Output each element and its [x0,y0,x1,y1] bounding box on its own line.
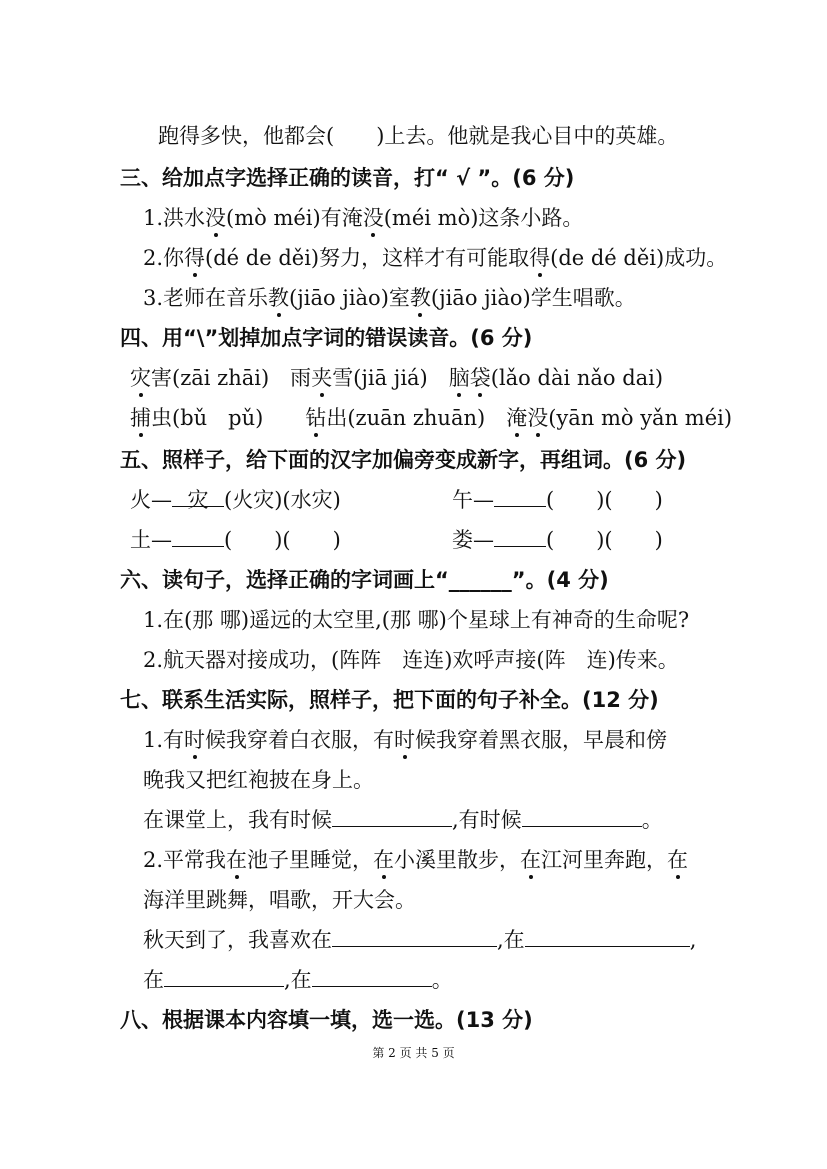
answer-blank[interactable] [494,486,546,507]
dotted-character: 在 [520,848,542,872]
question-line [143,926,696,954]
text: 江河里奔跑， [541,848,668,872]
section-heading [120,566,609,594]
text: (火灾)(水灾) [224,488,341,512]
dotted-character: 在 [667,848,689,872]
question-line [143,766,374,794]
text: 土— [130,528,172,552]
text: 雪(jiā jiá) [332,366,449,390]
text: 八、根据课本内容填一填，选一选。(13 分) [120,1008,533,1032]
example-answer: 灾 [172,486,224,507]
text: 虫(bǔ pǔ) [151,406,306,430]
text: 娄— [452,528,494,552]
dotted-character: 袋 [469,366,491,390]
text: 。 [431,968,453,992]
dotted-character: 淹 [506,406,528,430]
text: 小溪里散步， [394,848,521,872]
text: 跑得多快，他都会( )上去。他就是我心目中的英雄。 [158,124,679,148]
text: (de dé děi)成功。 [550,246,728,270]
question-line [130,526,341,554]
text: 火— [130,488,172,512]
text: 2.你 [143,246,185,270]
question-line [143,886,416,914]
text: 出(zuān zhuān) [326,406,507,430]
text: 五、照样子，给下面的汉字加偏旁变成新字，再组词。(6 分) [120,448,687,472]
dotted-character: 捕 [130,406,151,430]
question-line [130,364,663,392]
text: (lǎo dài nǎo dai) [490,366,664,390]
text: (yān mò yǎn méi) [548,406,733,430]
dotted-character: 脑 [448,366,470,390]
answer-blank[interactable] [494,526,546,547]
question-line [143,646,679,674]
text: 晚我又把红袍披在身上。 [143,768,374,792]
question-line [143,846,688,874]
question-line [143,244,727,272]
text: 候我穿着黑衣服，早晨和傍 [415,728,668,752]
text: 2.航天器对接成功，(阵阵 连连)欢呼声接(阵 连)传来。 [143,648,679,672]
text: ,有时候 [452,808,522,832]
text: 。 [641,808,663,832]
answer-blank[interactable] [172,526,224,547]
text: ,在 [497,928,525,952]
section-heading [120,446,686,474]
text: 三、给加点字选择正确的读音，打“ √ ”。(6 分) [120,166,575,190]
text: (méi mò)这条小路。 [383,206,584,230]
dotted-character: 没 [362,206,384,230]
answer-blank[interactable] [522,806,642,827]
text: , [689,928,697,952]
answer-blank[interactable] [164,966,284,987]
dotted-character: 没 [527,406,549,430]
text: 四、用“\”划掉加点字词的错误读音。(6 分) [120,326,533,350]
dotted-character: 在 [373,848,395,872]
dotted-character: 没 [205,206,227,230]
text: 害(zāi zhāi) 雨 [151,366,312,390]
text: 七、联系生活实际，照样子，把下面的句子补全。(12 分) [120,688,659,712]
text: (dé de děi)努力，这样才有可能取 [205,246,530,270]
dotted-character: 灾 [130,366,151,390]
dotted-character: 钻 [305,406,327,430]
text: 秋天到了，我喜欢在 [143,928,332,952]
text: ( )( ) [546,488,663,512]
dotted-character: 教 [268,286,290,310]
question-line [143,204,583,232]
text: (jiāo jiào)室 [289,286,410,310]
section-heading [120,164,574,192]
text: 1.洪水 [143,206,206,230]
dotted-character: 时 [184,728,206,752]
question-line [143,966,453,994]
dotted-character: 时 [394,728,416,752]
text: 3.老师在音乐 [143,286,269,310]
text: 候我穿着白衣服，有 [205,728,395,752]
question-line [452,526,663,554]
section-heading [120,324,532,352]
question-line [452,486,663,514]
text: 在课堂上，我有时候 [143,808,332,832]
text: ( )( ) [224,528,341,552]
question-line [143,284,636,312]
dotted-character: 得 [529,246,551,270]
text: ( )( ) [546,528,663,552]
question-line [143,606,689,634]
text: ,在 [284,968,312,992]
text: 1.有 [143,728,185,752]
answer-blank[interactable] [312,966,432,987]
text: 六、读句子，选择正确的字词画上“______”。(4 分) [120,568,609,592]
dotted-character: 夹 [311,366,333,390]
text: 午— [452,488,494,512]
text: 池子里睡觉， [247,848,374,872]
answer-blank[interactable] [525,926,690,947]
dotted-character: 在 [226,848,248,872]
question-line [158,122,678,150]
text: (jiāo jiào)学生唱歌。 [430,286,636,310]
dotted-character: 教 [409,286,431,310]
answer-blank[interactable] [332,926,497,947]
page-number: 第 2 页 共 5 页 [372,1046,455,1060]
section-heading [120,1006,533,1034]
answer-blank[interactable] [332,806,452,827]
text: 在 [143,968,164,992]
dotted-character: 得 [184,246,206,270]
text: 海洋里跳舞，唱歌，开大会。 [143,888,416,912]
section-heading [120,686,659,714]
text: (mò méi)有淹 [226,206,363,230]
question-line [130,486,341,514]
text: 2.平常我 [143,848,227,872]
question-line [143,806,663,834]
question-line [130,404,732,432]
text: 1.在(那 哪)遥远的太空里,(那 哪)个星球上有神奇的生命呢? [143,608,690,632]
question-line [143,726,667,754]
